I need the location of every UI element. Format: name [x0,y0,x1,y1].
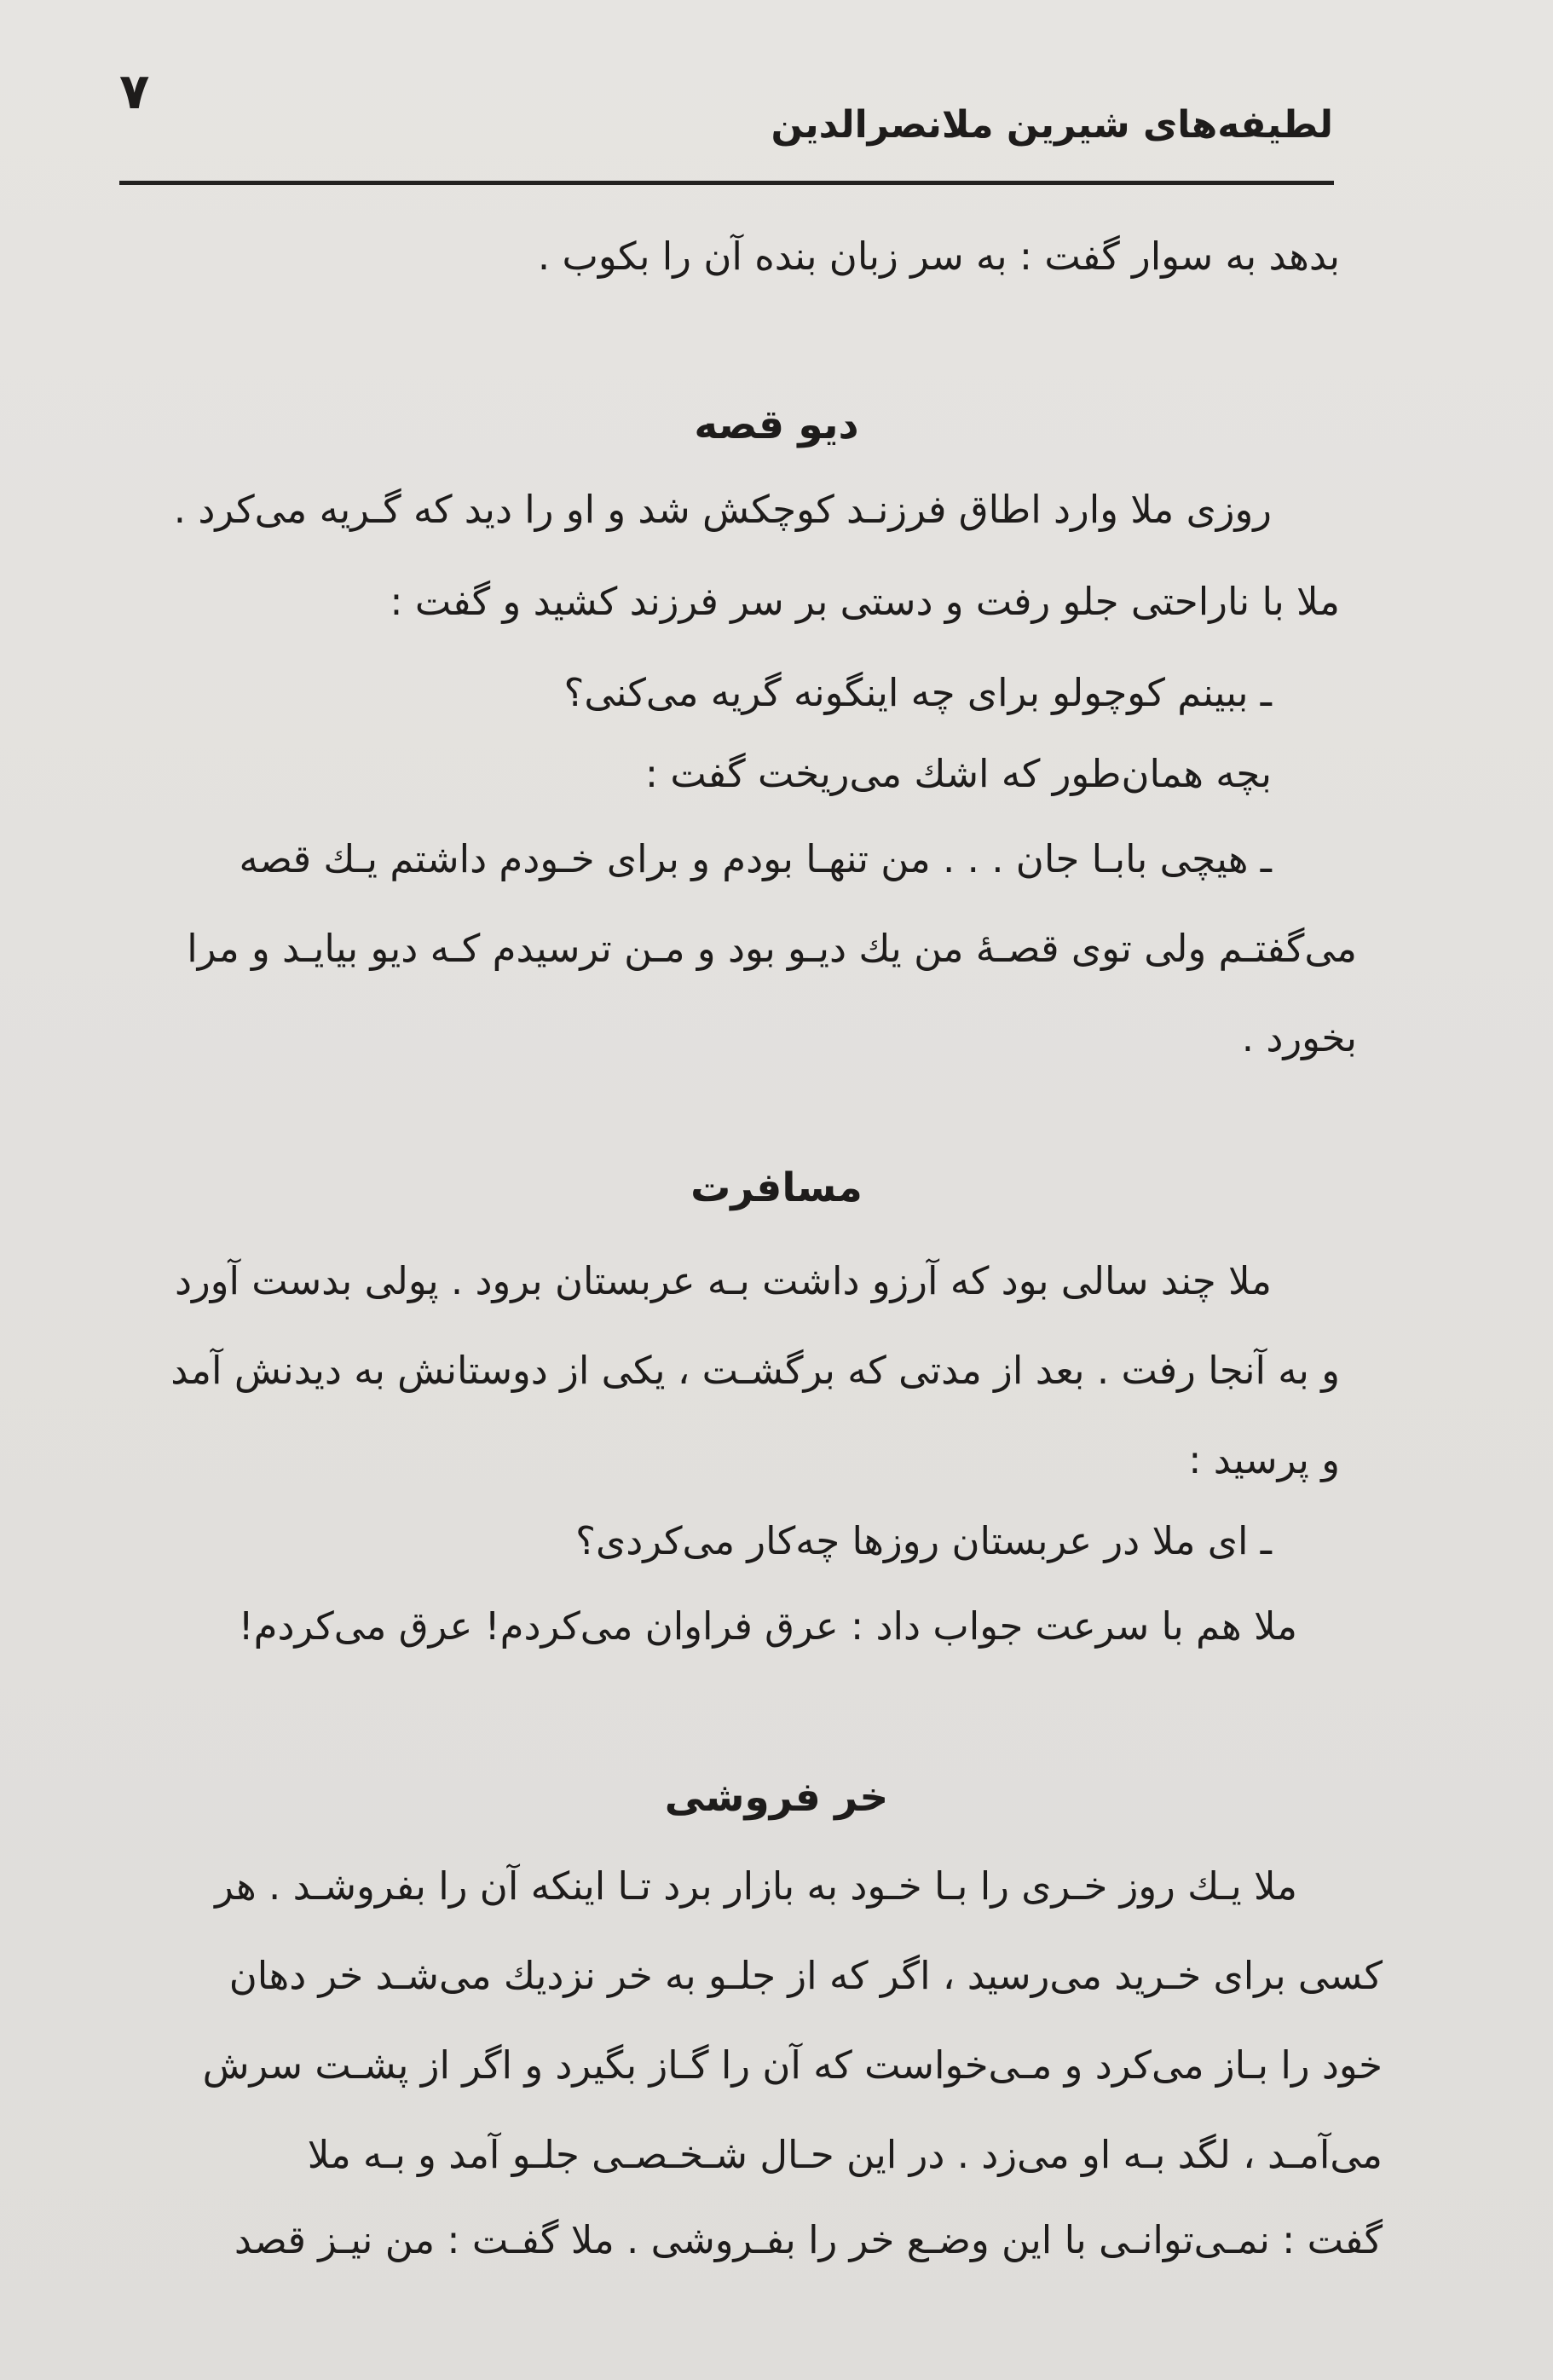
body-line: روزی ملا وارد اطاق فرزنـد کوچکش شد و او را دید که گـریه می‌کرد . [173,487,1272,532]
body-line: ملا هم با سرعت جواب داد : عرق فراوان می‌کردم! عرق می‌کردم! [238,1603,1297,1649]
body-line: ملا یـك روز خـری را بـا خـود به بازار برد تـا اینکه آن را بفروشـد . هر [215,1863,1297,1909]
body-line: ـ ببینم کوچولو برای چه اینگونه گریه می‌کنی؟ [563,670,1272,715]
body-line: ـ ای ملا در عربستان روزها چه‌کار می‌کردی؟ [575,1518,1272,1563]
body-line: ملا با ناراحتی جلو رفت و دستی بر سر فرزند کشید و گفت : [390,579,1340,624]
body-line: می‌آمـد ، لگد بـه او می‌زد . در این حـال شـخـصـی جلـو آمد و بـه ملا [307,2132,1383,2177]
story-title-khar-forushi: خر فروشی [664,1774,889,1821]
body-line: ملا چند سالی بود که آرزو داشت بـه عربستان برود . پولی بدست آورد [174,1258,1272,1303]
body-line: بخورد . [1241,1015,1357,1060]
header-rule [119,181,1334,185]
body-line: بدهد به سوار گفت : به سر زبان بنده آن را بکوب . [537,234,1340,279]
body-line: و به آنجا رفت . بعد از مدتی که برگشـت ، یکی از دوستانش به دیدنش آمد [170,1348,1340,1393]
page-number: ۷ [119,62,150,120]
body-line: و پرسید : [1188,1437,1340,1482]
body-line: خود را بـاز می‌کرد و مـی‌خواست که آن را گـاز بگیرد و اگر از پشـت سرش [202,2042,1383,2088]
body-line: ـ هیچی بابـا جان . . . من تنهـا بودم و برای خـودم داشتم یـك قصه [239,836,1272,881]
running-title: لطیفه‌های شیرین ملانصرالدین [771,103,1333,147]
body-line: گفت : نمـی‌توانـی با این وضـع خر را بفـروشی . ملا گفـت : من نیـز قصد [234,2217,1383,2262]
story-title-mosaferat: مسافرت [690,1164,863,1211]
story-title-div-qesse: دیو قصه [694,401,859,448]
body-line: کسی برای خـرید می‌رسید ، اگر که از جلـو به خر نزدیك می‌شـد خر دهان [228,1953,1383,1998]
body-line: بچه همان‌طور که اشك می‌ریخت گفت : [644,751,1272,796]
body-line: می‌گفتـم ولی توی قصـهٔ من یك دیـو بود و مـن ترسیدم کـه دیو بیایـد و مرا [187,926,1357,971]
